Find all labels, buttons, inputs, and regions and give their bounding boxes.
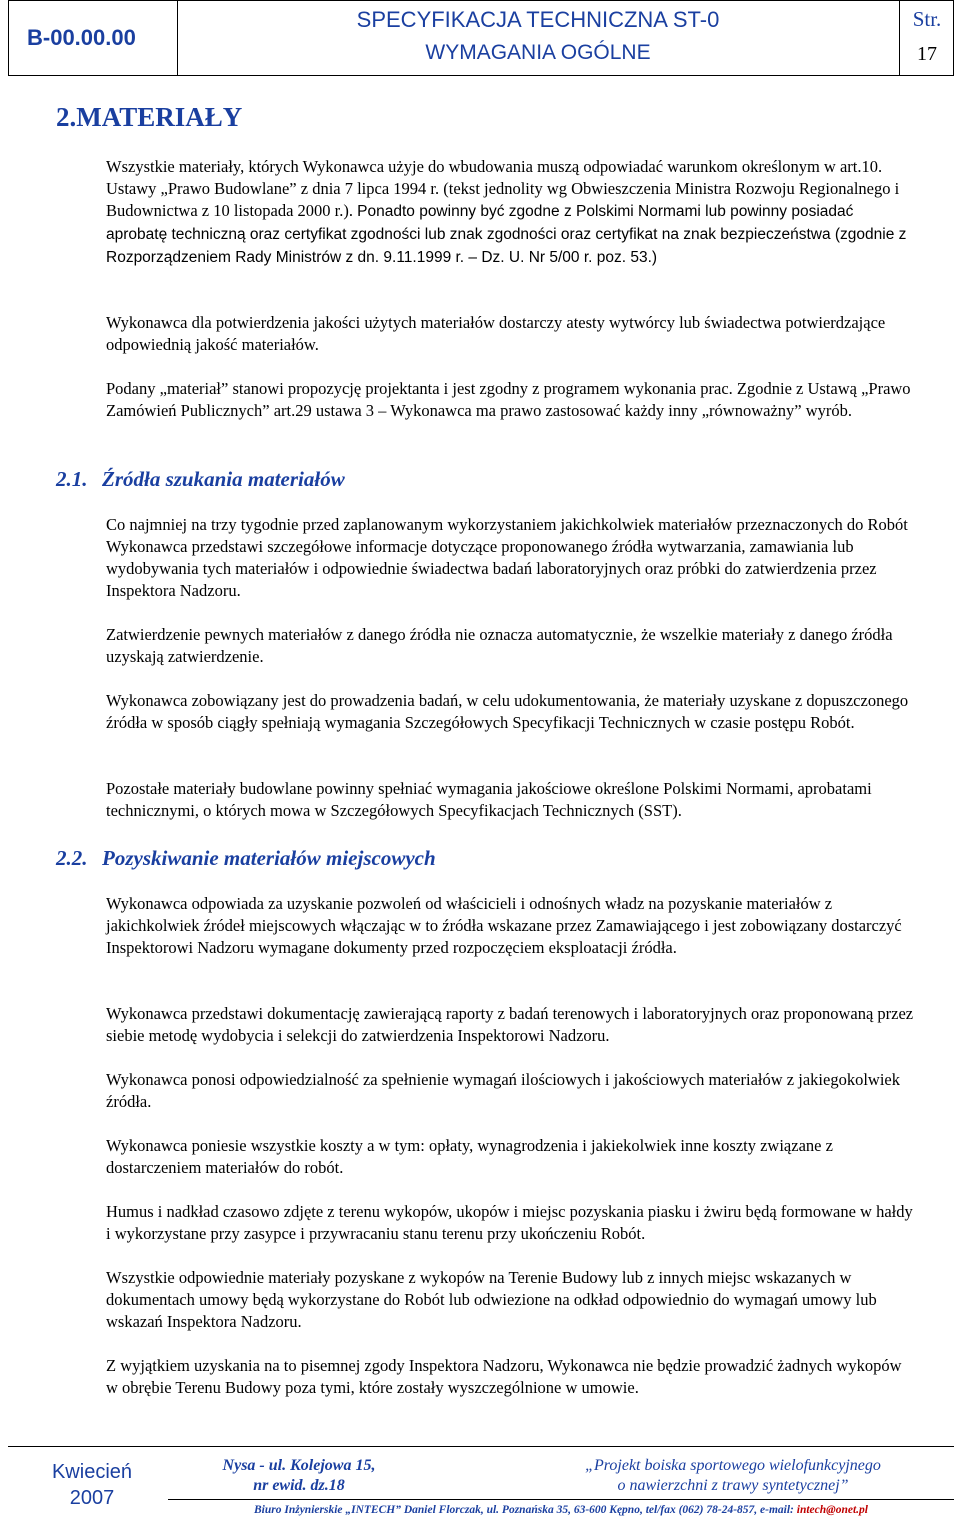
footer-divider bbox=[168, 1499, 954, 1500]
subsection-number: 2.2. bbox=[56, 846, 88, 870]
paragraph: Pozostałe materiały budowlane powinny spełniać wymagania jakościowe określone Polskimi Normami, aprobatami technicznymi, o których mowa w Szczegółowych Specyfikacjach Technicznych (SST). bbox=[106, 779, 872, 820]
spec-subtitle: WYMAGANIA OGÓLNE bbox=[425, 41, 651, 64]
paragraph: Wykonawca ponosi odpowiedzialność za spełnienie wymagań ilościowych i jakościowych materiałów z jakiegokolwiek źródła. bbox=[106, 1070, 900, 1111]
paragraph: Wykonawca odpowiada za uzyskanie pozwoleń od właścicieli i odnośnych władz na pozyskanie materiałów z jakichkolwiek źródeł miejscowych włączając w to źródła wskazane przez Zamawiającego i jest zobowiązany dostarczyć Inspektorowi Nadzoru wymagane dokumenty przed rozpoczęciem eksploatacji źródła. bbox=[106, 894, 902, 957]
page-label: Str. bbox=[912, 7, 942, 31]
paragraph: Wykonawca przedstawi dokumentację zawierającą raporty z badań terenowych i laboratoryjnych oraz proponowaną przez siebie metodę wydobycia i selekcji do zatwierdzenia Inspektorowi Nadzoru. bbox=[106, 1004, 914, 1045]
header-page-cell bbox=[899, 1, 954, 75]
footer-address-line1: Nysa - ul. Kolejowa 15, bbox=[222, 1457, 376, 1474]
paragraph: Humus i nadkład czasowo zdjęte z terenu wykopów, ukopów i miejsc pozyskania piasku i żwiru będą formowane w hałdy i wykorzystane przy zasypce i przywracaniu stanu terenu przy ukończeniu Robót. bbox=[106, 1202, 913, 1243]
paragraph: Wykonawca poniesie wszystkie koszty a w tym: opłaty, wynagrodzenia i jakiekolwiek inne koszty związane z dostarczeniem materiałów do robót. bbox=[106, 1136, 833, 1177]
paragraph-atesty: Wykonawca dla potwierdzenia jakości użytych materiałów dostarczy atesty wytwórcy lub świadectwa potwierdzające odpowiednią jakość materiałów. bbox=[106, 313, 886, 354]
subsection-title-2-2 bbox=[56, 846, 436, 871]
header-code-cell bbox=[9, 1, 178, 75]
intro-text-serif: Wszystkie materiały, których Wykonawca użyje do wbudowania muszą odpowiadać warunkom określonym w art.10. Ustawy „Prawo Budowlane” z dnia 7 lipca 1994 r. (tekst jednolity wg Obwieszczenia Ministra Rozwoju Regionalnego i Budownictwa z 10 listopada 2000 r.). bbox=[106, 157, 900, 220]
paragraph: Z wyjątkiem uzyskania na to pisemnej zgody Inspektora Nadzoru, Wykonawca nie będzie prowadzić żadnych wykopów w obrębie Terenu Budowy poza tymi, które zostały wyszczególnione w umowie. bbox=[106, 1356, 902, 1397]
spec-title: SPECYFIKACJA TECHNICZNA ST-0 bbox=[356, 7, 720, 32]
page-footer bbox=[8, 1446, 954, 1521]
footer-company-info bbox=[168, 1504, 954, 1516]
footer-project-line1: „Projekt boiska sportowego wielofunkcyjnego bbox=[585, 1457, 881, 1474]
footer-email-link[interactable]: intech@onet.pl bbox=[796, 1504, 868, 1516]
footer-month: Kwiecień bbox=[51, 1461, 133, 1483]
footer-address-line2: nr ewid. dz.18 bbox=[253, 1477, 345, 1494]
paragraph: Zatwierdzenie pewnych materiałów z danego źródła nie oznacza automatycznie, że wszelkie materiały z danego źródła uzyskają zatwierdzenie. bbox=[106, 625, 893, 666]
footer-company-text: Biuro Inżynierskie „INTECH” Daniel Florczak, ul. Poznańska 35, 63-600 Kępno, tel/fax (062) 78-24-857, e-mail: bbox=[254, 1504, 794, 1516]
footer-project-line2: o nawierzchni z trawy syntetycznej” bbox=[617, 1477, 849, 1494]
document-code: B-00.00.00 bbox=[27, 25, 136, 50]
footer-year: 2007 bbox=[69, 1487, 115, 1509]
page-number: 17 bbox=[917, 43, 937, 65]
subsection-title-2-1 bbox=[56, 467, 345, 492]
intro-paragraph bbox=[106, 156, 914, 269]
paragraph: Wykonawca zobowiązany jest do prowadzenia badań, w celu udokumentowania, że materiały uzyskane z dopuszczonego źródła w sposób ciągły spełniają wymagania Szczegółowych Specyfikacji Technicznych w czasie postępu Robót. bbox=[106, 691, 909, 732]
subsection-label: Pozyskiwanie materiałów miejscowych bbox=[102, 846, 436, 870]
header-title-cell bbox=[177, 1, 899, 75]
paragraph: Wszystkie odpowiednie materiały pozyskane z wykopów na Terenie Budowy lub z innych miejsc wskazanych w dokumentach umowy będą wykorzystane do Robót lub odwiezione na odkład odpowiednio do wymagań umowy lub wskazań Inspektora Nadzoru. bbox=[106, 1268, 877, 1331]
intro-text-sans: Ponadto powinny być zgodne z Polskimi Normami lub powinny posiadać aprobatę techniczną oraz certyfikat zgodności lub znak zgodności oraz certyfikat na znak bezpieczeństwa (zgodnie z Rozporządzeniem Rady Ministrów z dn. 9.11.1999 r. – Dz. U. Nr 5/00 r. poz. 53.) bbox=[106, 203, 907, 266]
page-header bbox=[8, 0, 954, 76]
paragraph: Co najmniej na trzy tygodnie przed zaplanowanym wykorzystaniem jakichkolwiek materiałów przeznaczonych do Robót Wykonawca przedstawi szczegółowe informacje dotyczące proponowanego źródła wytwarzania, zamawiania lub wydobywania tych materiałów i odpowiednie świadectwa badań laboratoryjnych oraz próbki do zatwierdzenia przez Inspektora Nadzoru. bbox=[106, 515, 908, 600]
subsection-label: Źródła szukania materiałów bbox=[102, 467, 345, 491]
section-title: 2.MATERIAŁY bbox=[56, 102, 243, 132]
paragraph-rownowazny: Podany „materiał” stanowi propozycję projektanta i jest zgodny z programem wykonania prac. Zgodnie z Ustawą „Prawo Zamówień Publicznych” art.29 ustawa 3 – Wykonawca ma prawo zastosować każdy inny „równoważny” wyrób. bbox=[106, 379, 911, 420]
subsection-number: 2.1. bbox=[56, 467, 88, 491]
